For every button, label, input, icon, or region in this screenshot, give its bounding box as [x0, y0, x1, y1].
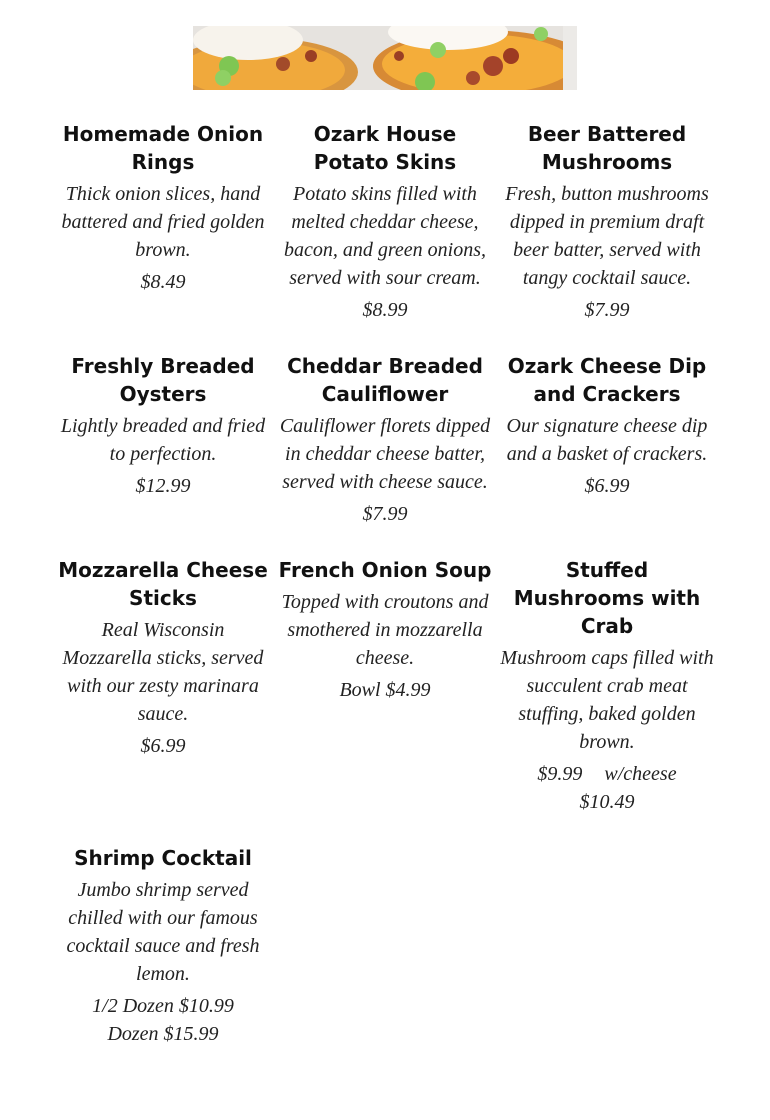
menu-item-shrimp-cocktail [52, 844, 274, 1048]
price-with-cheese: $10.49 [579, 791, 635, 813]
menu-item-description: Real Wisconsin Mozzarella sticks, served with our zesty marinara sauce. [62, 619, 264, 725]
menu-item-description: Our signature cheese dip and a basket of crackers. [506, 415, 708, 465]
menu-item-price: $8.49 [140, 271, 186, 293]
menu-item-breaded-oysters [52, 352, 274, 528]
menu-item-title: Freshly Breaded Oysters [71, 354, 255, 406]
menu-item-price: $7.99 [584, 299, 630, 321]
menu-item-french-onion-soup [274, 556, 496, 816]
menu-item-title: Ozark Cheese Dip and Crackers [507, 354, 707, 406]
menu-item-price: $7.99 [362, 503, 408, 525]
price-cheese-label: w/cheese [604, 763, 677, 785]
menu-item-stuffed-mushrooms [496, 556, 718, 816]
menu-item-price: $6.99 [140, 735, 186, 757]
menu-item-description: Topped with croutons and smothered in mozzarella cheese. [281, 591, 489, 669]
menu-item-title: Ozark House Potato Skins [313, 122, 457, 174]
hero-food-image [193, 26, 577, 90]
menu-item-title: Stuffed Mushrooms with Crab [513, 558, 701, 638]
menu-item-description: Mushroom caps filled with succulent crab meat stuffing, baked golden brown. [500, 647, 714, 753]
menu-item-price: $12.99 [135, 475, 191, 497]
menu-item-mozzarella-sticks [52, 556, 274, 816]
price-regular: $9.99 [537, 763, 583, 785]
menu-item-title: French Onion Soup [278, 558, 492, 582]
menu-item-potato-skins [274, 120, 496, 324]
menu-item-description: Cauliflower florets dipped in cheddar cheese batter, served with cheese sauce. [279, 415, 491, 493]
menu-item-description: Potato skins filled with melted cheddar cheese, bacon, and green onions, served with sour cream. [283, 183, 486, 289]
price-dozen: Dozen $15.99 [107, 1023, 219, 1045]
menu-item-onion-rings [52, 120, 274, 324]
menu-item-cheddar-cauliflower [274, 352, 496, 528]
menu-item-price: $6.99 [584, 475, 630, 497]
menu-item-price: Bowl $4.99 [339, 679, 431, 701]
menu-item-description: Fresh, button mushrooms dipped in premium draft beer batter, served with tangy cocktail sauce. [505, 183, 709, 289]
appetizer-menu-grid [52, 120, 718, 1048]
menu-item-title: Mozzarella Cheese Sticks [58, 558, 268, 610]
menu-item-description: Thick onion slices, hand battered and fried golden brown. [61, 183, 265, 261]
menu-item-title: Beer Battered Mushrooms [527, 122, 687, 174]
menu-item-beer-battered-mushrooms [496, 120, 718, 324]
menu-item-title: Homemade Onion Rings [62, 122, 264, 174]
menu-item-title: Cheddar Breaded Cauliflower [287, 354, 483, 406]
menu-item-title: Shrimp Cocktail [74, 846, 252, 870]
menu-item-price [500, 760, 714, 816]
menu-item-price [56, 992, 270, 1048]
menu-item-description: Lightly breaded and fried to perfection. [60, 415, 266, 465]
menu-item-cheese-dip [496, 352, 718, 528]
price-half-dozen: 1/2 Dozen $10.99 [92, 995, 234, 1017]
menu-item-price: $8.99 [362, 299, 408, 321]
menu-item-description: Jumbo shrimp served chilled with our famous cocktail sauce and fresh lemon. [66, 879, 260, 985]
